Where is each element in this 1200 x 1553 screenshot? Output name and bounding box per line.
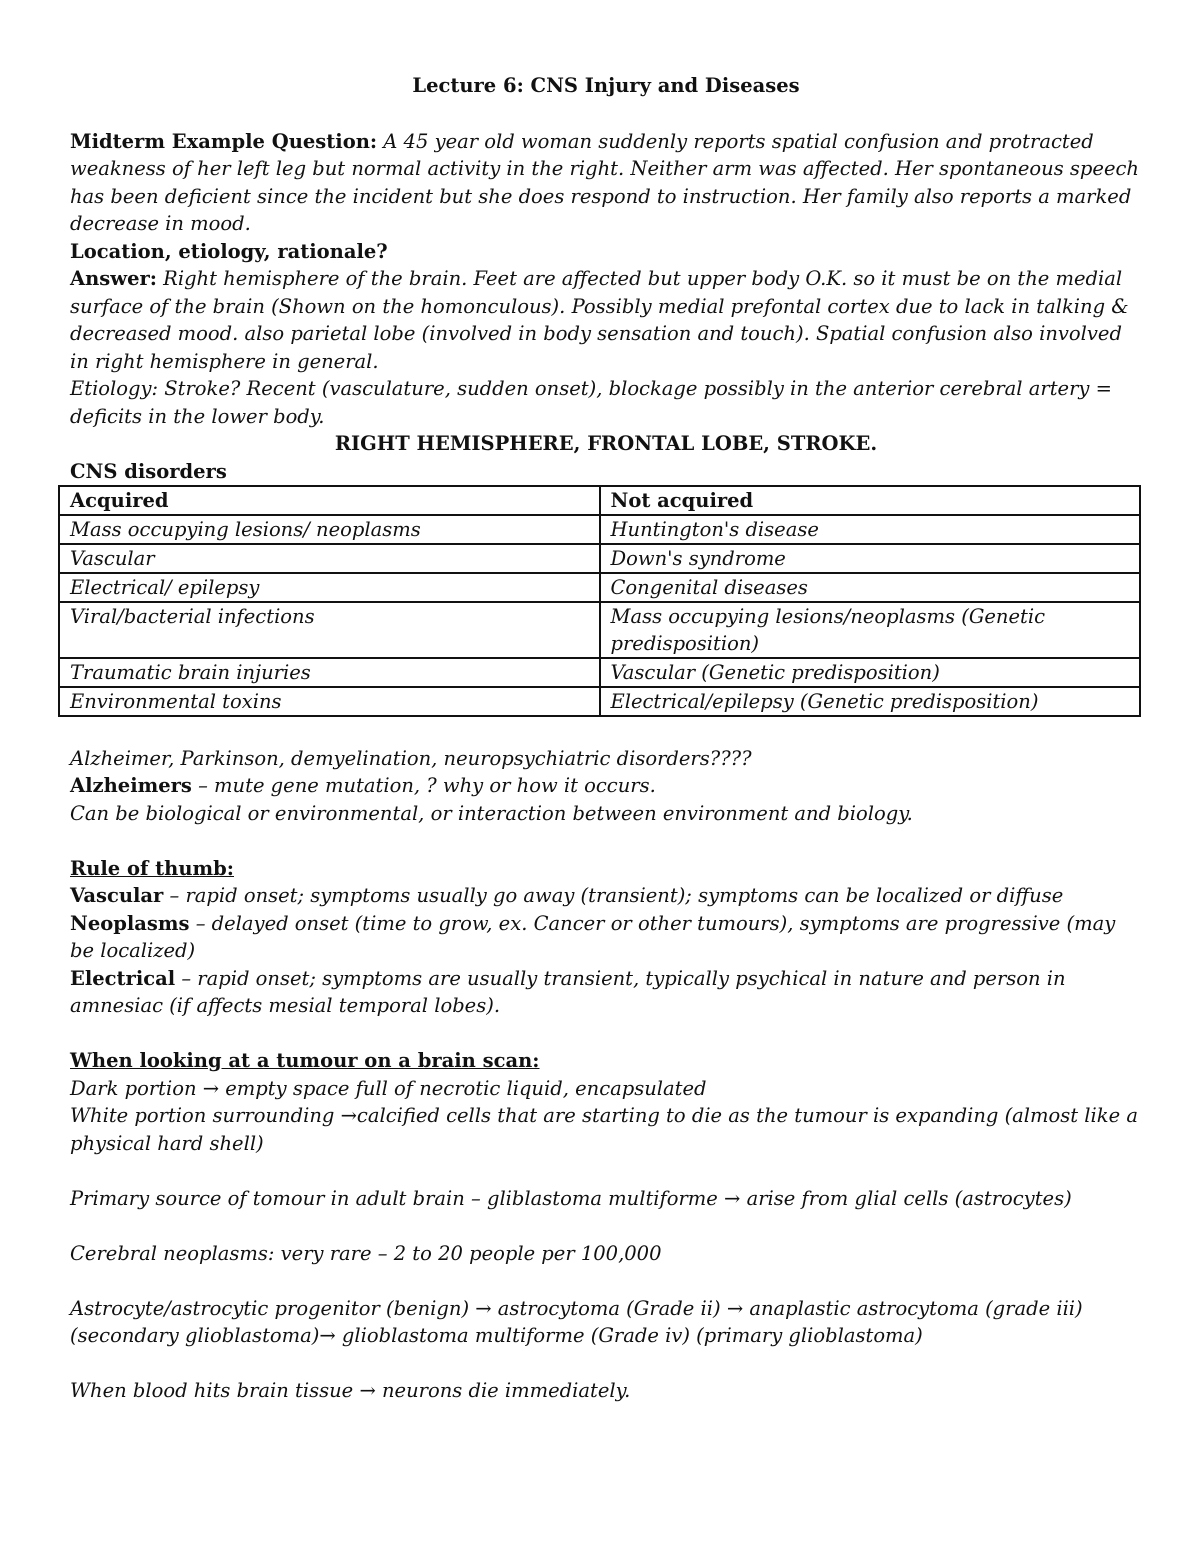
table-row	[59, 658, 1140, 687]
tumour-white-text: calcified cells that are starting to die as the tumour is expanding (almost like a physical hard shell)	[70, 1104, 1138, 1155]
arrow-right-icon: →	[202, 1076, 220, 1100]
table-cell: Traumatic brain injuries	[59, 658, 600, 687]
tumour-dark-text: empty space full of necrotic liquid, encapsulated	[219, 1076, 707, 1100]
progression-step: astrocytoma (Grade ii)	[491, 1296, 727, 1320]
midterm-text: A 45 year old woman suddenly reports spatial confusion and protracted weakness of her left leg but normal activity in the right. Neither arm was affected. Her spontaneous speech has been deficient since the incident but she does respond to instruction. Her family also reports a marked decrease in mood.	[70, 129, 1139, 235]
table-cell: Environmental toxins	[59, 687, 600, 716]
arrow-right-icon: →	[319, 1324, 336, 1347]
primary-source-text: arise from glial cells (astrocytes)	[740, 1186, 1072, 1210]
table-cell: Viral/bacterial infections	[59, 602, 600, 658]
answer-label: Answer:	[70, 267, 157, 290]
table-cell: Down's syndrome	[600, 544, 1141, 573]
spacer	[70, 1212, 1142, 1240]
table-row	[59, 573, 1140, 602]
table-row	[59, 544, 1140, 573]
table-cell: Electrical/ epilepsy	[59, 573, 600, 602]
table-cell: Vascular	[59, 544, 600, 573]
notes-line-1: Alzheimer, Parkinson, demyelination, neuropsychiatric disorders????	[70, 746, 752, 770]
arrow-right-icon: →	[340, 1104, 357, 1127]
rule-label: Neoplasms	[70, 911, 190, 935]
midterm-label: Midterm Example Question:	[70, 129, 378, 153]
table-cell: Mass occupying lesions/ neoplasms	[59, 515, 600, 544]
table-cell: Huntington's disease	[600, 515, 1141, 544]
rule-heading: Rule of thumb:	[70, 856, 234, 880]
blood-note-text: neurons die immediately.	[375, 1379, 631, 1402]
answer-paragraph	[70, 265, 1142, 375]
etiology-paragraph: Etiology: Stroke? Recent (vasculature, sudden onset), blockage possibly in the anterior cerebral artery = deficits in the lower body.	[70, 377, 1112, 428]
table-header-row	[59, 486, 1140, 515]
tumour-primary-source	[70, 1185, 1142, 1213]
answer-summary: RIGHT HEMISPHERE, FRONTAL LOBE, STROKE.	[334, 432, 878, 455]
table-cell: Mass occupying lesions/neoplasms (Genetic predisposition)	[600, 602, 1141, 658]
tumour-progression	[70, 1295, 1142, 1350]
tumour-white-label: White portion surrounding	[70, 1104, 341, 1127]
column-header-acquired: Acquired	[59, 486, 600, 515]
question-prompt: Location, etiology, rationale?	[70, 239, 388, 263]
spacer	[70, 1350, 1142, 1378]
tumour-heading: When looking at a tumour on a brain scan:	[70, 1049, 540, 1072]
spacer	[70, 717, 1142, 745]
rule-item	[70, 965, 1142, 1020]
table-row	[59, 602, 1140, 658]
midterm-question	[70, 128, 1142, 238]
table-row	[59, 515, 1140, 544]
notes-line-3: Can be biological or environmental, or interaction between environment and biology.	[70, 801, 913, 825]
tumour-rarity: Cerebral neoplasms: very rare – 2 to 20 people per 100,000	[70, 1241, 662, 1265]
tumour-dark-label: Dark portion	[70, 1076, 203, 1100]
arrow-right-icon: →	[724, 1186, 741, 1210]
rule-label: Electrical	[70, 966, 176, 990]
spacer	[70, 1157, 1142, 1185]
alzheimers-label: Alzheimers	[70, 774, 192, 797]
rule-text: – rapid onset; symptoms are usually transient, typically psychical in nature and person in amnesiac (if affects mesial temporal lobes).	[70, 966, 1066, 1017]
rule-label: Vascular	[70, 884, 164, 907]
blood-brain-note	[70, 1377, 1142, 1405]
table-cell: Electrical/epilepsy (Genetic predisposition)	[600, 687, 1141, 716]
page-title: Lecture 6: CNS Injury and Diseases	[412, 74, 800, 97]
spacer	[70, 1267, 1142, 1295]
notes-line-2	[70, 772, 1142, 800]
table-cell: Vascular (Genetic predisposition)	[600, 658, 1141, 687]
rule-item	[70, 910, 1142, 965]
progression-step: Astrocyte/astrocytic progenitor (benign)	[70, 1296, 476, 1320]
answer-text: Right hemisphere of the brain. Feet are affected but upper body O.K. so it must be on the medial surface of the brain (Shown on the homonculous). Possibly medial prefontal cortex due to lack in talking & decreased mood. also parietal lobe (involved in body sensation and touch). Spatial confusion also involved in right hemisphere in general.	[70, 267, 1129, 373]
column-header-not-acquired: Not acquired	[600, 486, 1141, 515]
arrow-right-icon: →	[475, 1296, 492, 1320]
progression-step: anaplastic astrocytoma (grade iii) (secondary glioblastoma)	[70, 1296, 1083, 1347]
rule-item	[70, 882, 1142, 910]
spacer	[70, 827, 1142, 855]
blood-note-label: When blood hits brain tissue	[70, 1379, 360, 1402]
primary-source-label: Primary source of tomour in adult brain – gliblastoma multiforme	[70, 1186, 725, 1210]
table-cell: Congenital diseases	[600, 573, 1141, 602]
cns-disorders-table	[58, 485, 1141, 717]
document-page	[70, 72, 1142, 1405]
alzheimers-text: – mute gene mutation, ? why or how it occurs.	[191, 774, 656, 797]
rule-text: – delayed onset (time to grow, ex. Cancer or other tumours), symptoms are progressive (may be localized)	[70, 911, 1116, 962]
arrow-right-icon: →	[359, 1379, 376, 1402]
tumour-white-portion	[70, 1102, 1142, 1157]
progression-step: glioblastoma multiforme (Grade iv) (primary glioblastoma)	[335, 1324, 923, 1347]
arrow-right-icon: →	[726, 1296, 744, 1320]
cns-heading: CNS disorders	[70, 459, 227, 483]
tumour-dark-portion	[70, 1075, 1142, 1103]
table-row	[59, 687, 1140, 716]
rule-text: – rapid onset; symptoms usually go away (transient); symptoms can be localized or diffuse	[163, 884, 1064, 907]
spacer	[70, 1020, 1142, 1048]
